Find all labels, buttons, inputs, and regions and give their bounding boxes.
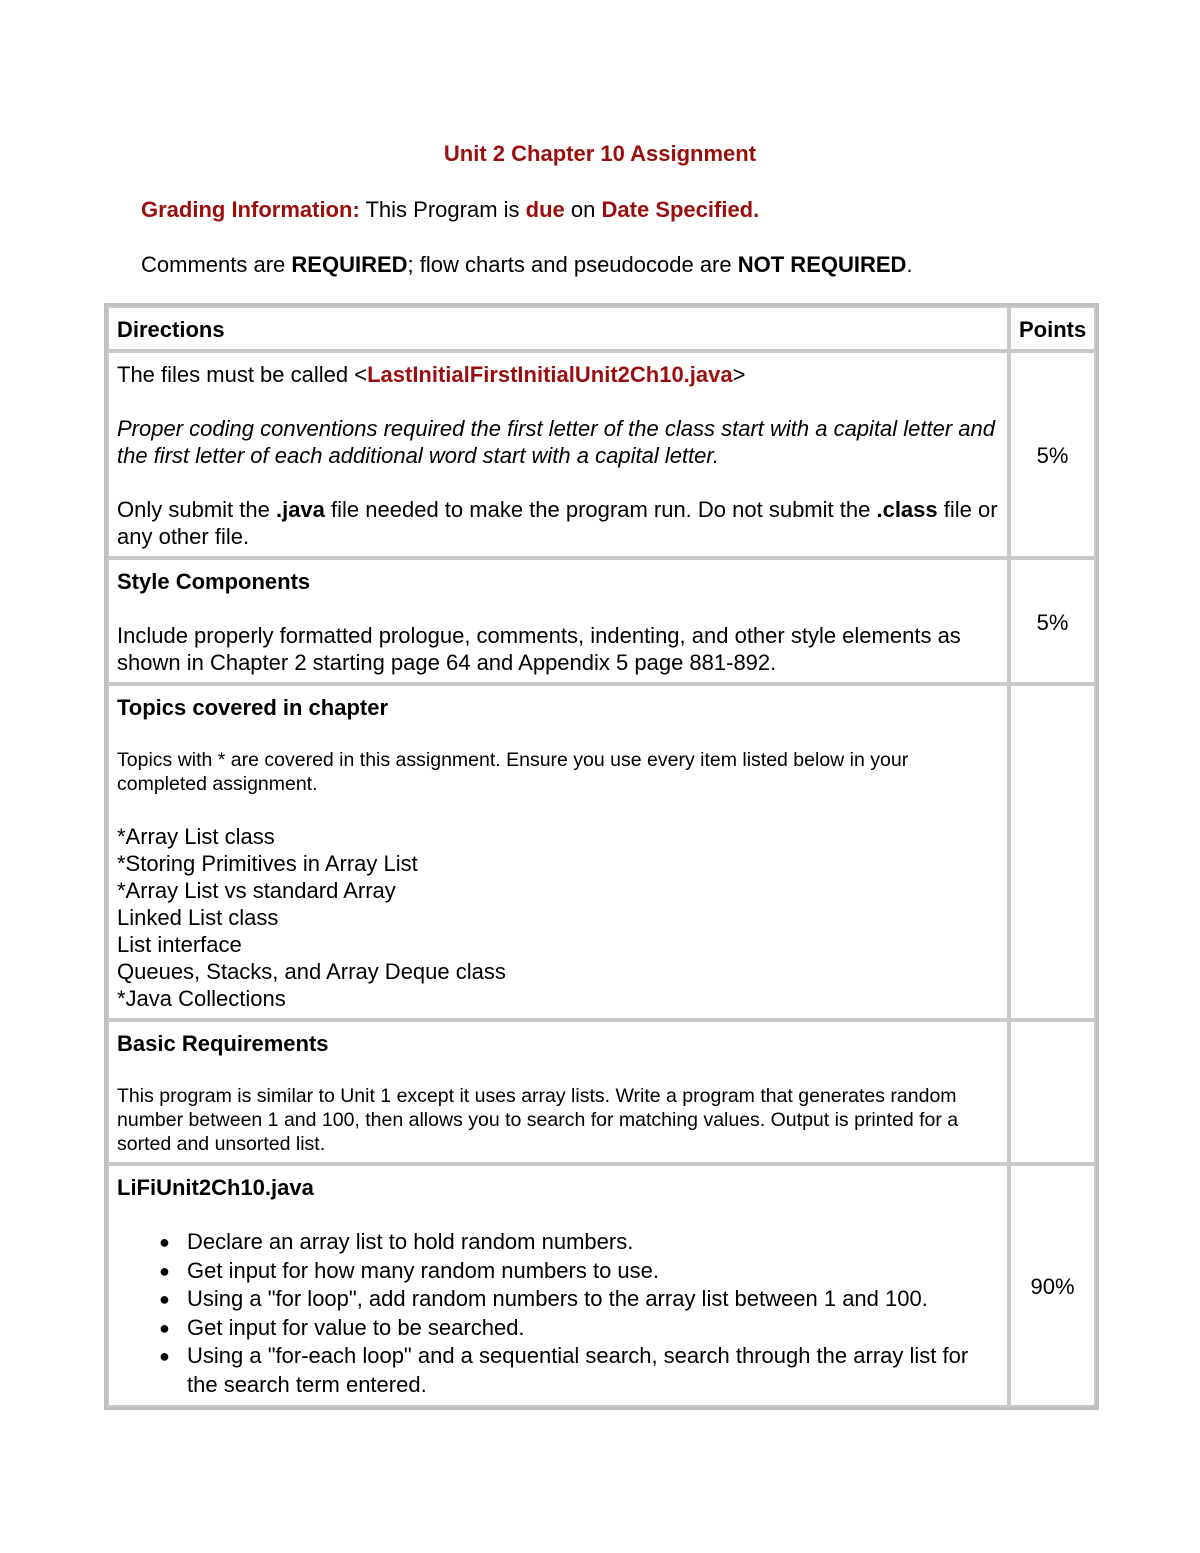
topics-points-cell	[1009, 684, 1096, 1020]
grading-text-2: on	[570, 197, 596, 222]
basic-heading: Basic Requirements	[117, 1031, 329, 1056]
list-item	[159, 1342, 999, 1399]
requirement-text: Declare an array list to hold random numbers.	[187, 1229, 634, 1254]
requirement-text: Get input for value to be searched.	[187, 1314, 525, 1340]
list-item: List interface	[117, 932, 242, 957]
table-row-style	[107, 558, 1096, 684]
comments-text-3: .	[906, 252, 913, 277]
table-row-basic	[107, 1020, 1096, 1164]
list-item	[159, 1285, 999, 1314]
bullet-icon: ●	[159, 1346, 170, 1366]
requirement-text: Get input for how many random numbers to use.	[187, 1257, 660, 1283]
grading-text-1: This Program is	[365, 197, 520, 222]
grading-date: Date Specified.	[601, 197, 760, 222]
comments-text-1: Comments are	[141, 252, 286, 277]
comments-required: REQUIRED	[291, 252, 408, 277]
list-item	[159, 1314, 999, 1343]
style-text: Include properly formatted prologue, comments, indenting, and other style elements as shown in Chapter 2 starting page 64 and Appendix 5 page 881-892.	[117, 623, 961, 675]
bullet-icon: ●	[159, 1289, 170, 1309]
grading-information	[141, 196, 759, 223]
submit-instructions	[117, 496, 999, 550]
list-item	[159, 1228, 999, 1257]
coding-conventions-text: Proper coding conventions required the first letter of the class start with a capital letter and the first letter of each additional word start with a capital letter.	[117, 416, 996, 468]
list-item: Queues, Stacks, and Array Deque class	[117, 959, 506, 984]
submit-java-ext: .java	[275, 497, 325, 522]
points-header-cell	[1009, 306, 1096, 351]
topics-intro: Topics with * are covered in this assignment. Ensure you use every item listed below in your completed assignment.	[117, 749, 909, 795]
list-item: *Array List vs standard Array	[117, 878, 396, 903]
basic-directions-cell	[107, 1020, 1009, 1164]
list-item: *Array List class	[117, 824, 275, 849]
files-naming-line	[117, 361, 999, 388]
program-directions-cell	[107, 1164, 1009, 1407]
submit-text-1: Only submit the	[117, 497, 270, 522]
bullet-icon: ●	[159, 1260, 170, 1281]
program-points-cell	[1009, 1164, 1096, 1407]
list-item	[159, 1257, 999, 1286]
grading-label: Grading Information:	[141, 197, 360, 222]
program-heading: LiFiUnit2Ch10.java	[117, 1175, 314, 1200]
files-filename: LastInitialFirstInitialUnit2Ch10.java	[367, 362, 733, 387]
topics-directions-cell	[107, 684, 1009, 1020]
basic-text: This program is similar to Unit 1 except it uses array lists. Write a program that generates random number between 1 and 100, then allows you to search for matching values. Output is printed for a sorted and unsorted list.	[117, 1085, 959, 1155]
files-text-2: >	[732, 362, 746, 387]
assignment-table	[104, 303, 1099, 1410]
table-header-row	[107, 306, 1096, 351]
files-directions-cell	[107, 351, 1009, 558]
bullet-icon: ●	[159, 1232, 170, 1252]
style-points-cell	[1009, 558, 1096, 684]
submit-text-2: file needed to make the program run. Do not submit the	[331, 497, 871, 522]
topics-heading: Topics covered in chapter	[117, 695, 389, 720]
directions-header-cell	[107, 306, 1009, 351]
grading-due: due	[525, 197, 565, 222]
bullet-icon: ●	[159, 1317, 170, 1338]
files-points: 5%	[1036, 443, 1069, 468]
comments-not-required: NOT REQUIRED	[737, 252, 907, 277]
comments-text-2: ; flow charts and pseudocode are	[407, 252, 732, 277]
basic-points-cell	[1009, 1020, 1096, 1164]
files-points-cell	[1009, 351, 1096, 558]
program-points: 90%	[1030, 1274, 1075, 1299]
files-text-1: The files must be called <	[117, 362, 368, 387]
list-item: *Storing Primitives in Array List	[117, 851, 418, 876]
table-row-topics	[107, 684, 1096, 1020]
table-row-program	[107, 1164, 1096, 1407]
points-header: Points	[1019, 317, 1087, 342]
requirements-list	[117, 1228, 999, 1399]
table-row-files	[107, 351, 1096, 558]
style-points: 5%	[1036, 609, 1069, 635]
style-heading: Style Components	[117, 569, 311, 594]
submit-class-ext: .class	[876, 497, 938, 522]
requirement-text: Using a "for loop", add random numbers to the array list between 1 and 100.	[187, 1286, 928, 1311]
list-item: Linked List class	[117, 905, 279, 930]
directions-header: Directions	[117, 317, 225, 342]
list-item: *Java Collections	[117, 986, 286, 1011]
style-directions-cell	[107, 558, 1009, 684]
comments-requirement	[141, 251, 913, 278]
page-title: Unit 2 Chapter 10 Assignment	[443, 141, 757, 166]
requirement-text: Using a "for-each loop" and a sequential search, search through the array list for the search term entered.	[187, 1343, 969, 1397]
submit-text-3: file or any other file.	[117, 497, 998, 549]
